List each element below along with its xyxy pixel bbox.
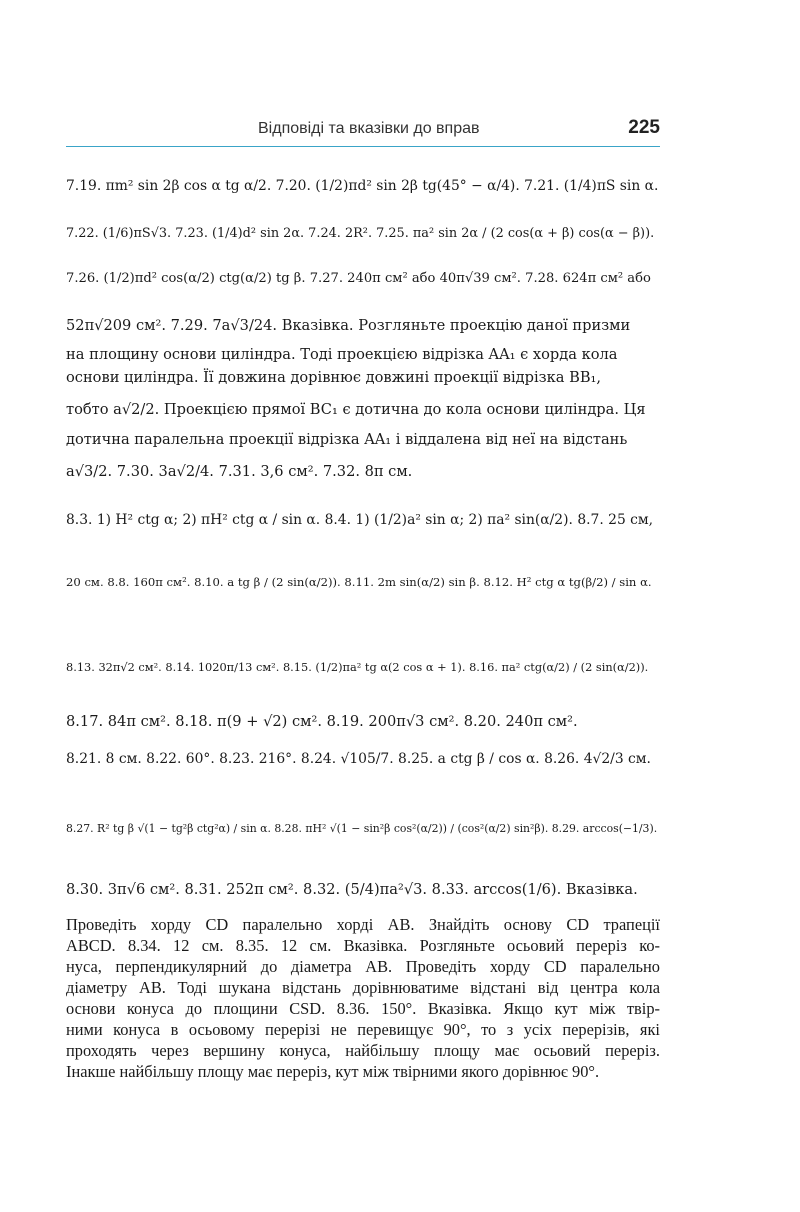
answer-line-7-29-cont-3: тобто a√2/2. Проекцією прямої BC₁ є дотична до кола основи циліндра. Ця [66, 401, 646, 418]
paragraph-line: нуса, перпендикулярний до діаметра AB. Проведіть хорду CD паралельно [66, 957, 660, 976]
running-header-title: Відповіді та вказівки до вправ [258, 120, 480, 137]
paragraph-line: проходять через вершину конуса, найбільшу площу має осьовий переріз. [66, 1041, 660, 1060]
answer-line-7-29-cont-1: на площину основи циліндра. Тоді проекцією відрізка AA₁ є хорда кола [66, 346, 618, 363]
answer-line-7-29: 52π√209 см². 7.29. 7a√3/24. Вказівка. Розгляньте проекцію даної призми [66, 317, 631, 334]
running-header [66, 112, 660, 147]
paragraph-line: Інакше найбільшу площу має переріз, кут між твірними якого дорівнює 90°. [66, 1062, 600, 1081]
answer-line-7-29-cont-2: основи циліндра. Її довжина дорівнює довжині проекції відрізка BB₁, [66, 369, 602, 386]
paragraph-line: ABCD. 8.34. 12 см. 8.35. 12 см. Вказівка. Розгляньте осьовий переріз ко- [66, 936, 660, 955]
answer-line-8-27: 8.27. R² tg β √(1 − tg²β ctg²α) / sin α. 8.28. πH² √(1 − sin²β cos²(α/2)) / (cos²(α/2) sin²β). 8.29. arccos(−1/3). [66, 822, 658, 835]
answer-line-8-17: 8.17. 84π см². 8.18. π(9 + √2) см². 8.19. 200π√3 см². 8.20. 240π см². [66, 713, 578, 730]
answer-line-8-13: 8.13. 32π√2 см². 8.14. 1020π/13 см². 8.15. (1/2)πa² tg α(2 cos α + 1). 8.16. πa² ctg(α/2) / (2 sin(α/2)). [66, 660, 649, 674]
paragraph-line: Проведіть хорду CD паралельно хорді AB. Знайдіть основу CD трапеції [66, 915, 660, 934]
answer-line-7-19: 7.19. πm² sin 2β cos α tg α/2. 7.20. (1/2)πd² sin 2β tg(45° − α/4). 7.21. (1/4)πS sin α. [66, 178, 659, 194]
paragraph-line: основи конуса до площини CSD. 8.36. 150°. Вказівка. Якщо кут між твір- [66, 999, 660, 1018]
answer-line-8-21: 8.21. 8 см. 8.22. 60°. 8.23. 216°. 8.24. √105/7. 8.25. a ctg β / cos α. 8.26. 4√2/3 см. [66, 751, 651, 767]
answer-line-7-26: 7.26. (1/2)πd² cos(α/2) ctg(α/2) tg β. 7.27. 240π см² або 40π√39 см². 7.28. 624π см² або [66, 271, 651, 286]
answer-line-8-8: 20 см. 8.8. 160π см². 8.10. a tg β / (2 sin(α/2)). 8.11. 2m sin(α/2) sin β. 8.12. H² ctg α tg(β/2) / sin α. [66, 575, 652, 589]
paragraph-line: ними конуса в осьовому перерізі не перевищує 90°, то з усіх перерізів, які [66, 1020, 660, 1039]
paragraph-line: діаметру AB. Тоді шукана відстань дорівнюватиме відстані від центра кола [66, 978, 660, 997]
answer-line-7-29-cont-4: дотична паралельна проекції відрізка AA₁ і віддалена від неї на відстань [66, 431, 628, 448]
answer-line-8-3: 8.3. 1) H² ctg α; 2) πH² ctg α / sin α. 8.4. 1) (1/2)a² sin α; 2) πa² sin(α/2). 8.7. 25 см, [66, 512, 654, 528]
answer-line-7-30: a√3/2. 7.30. 3a√2/4. 7.31. 3,6 см². 7.32. 8π см. [66, 463, 413, 480]
answer-line-8-30: 8.30. 3π√6 см². 8.31. 252π см². 8.32. (5/4)πa²√3. 8.33. arccos(1/6). Вказівка. [66, 881, 638, 898]
page-number: 225 [628, 117, 660, 138]
answer-line-7-22: 7.22. (1/6)πS√3. 7.23. (1/4)d² sin 2α. 7.24. 2R². 7.25. πa² sin 2α / (2 cos(α + β) cos(α − β)). [66, 226, 655, 241]
